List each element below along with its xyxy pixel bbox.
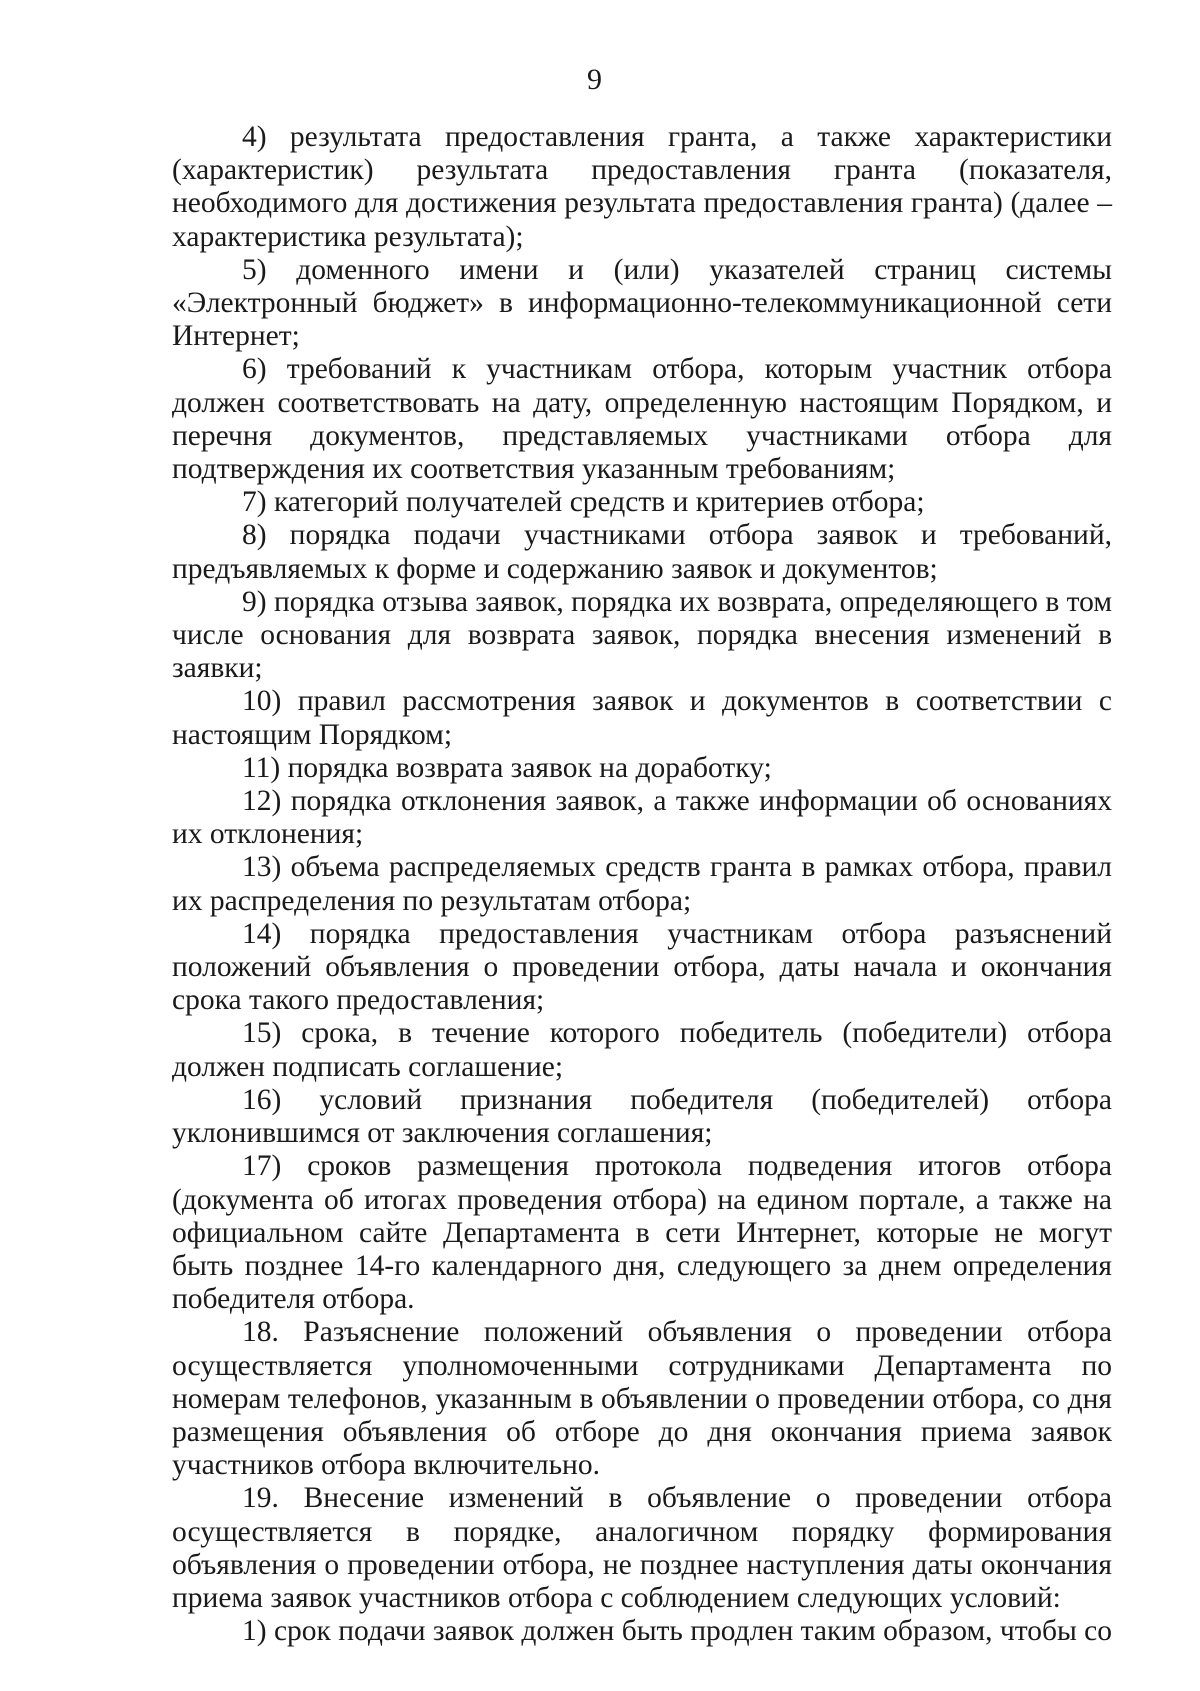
paragraph-item-17: 17) сроков размещения протокола подведения итогов отбора (документа об итогах проведения отбора) на едином портале, а также на официальном сайте Департамента в сети Интернет, которые не могут быть позднее 14-го календарного дня, следующего за днем определения победителя отбора. <box>172 1150 1112 1316</box>
paragraph-item-13: 13) объема распределяемых средств гранта в рамках отбора, правил их распределения по результатам отбора; <box>172 851 1112 917</box>
paragraph-item-14: 14) порядка предоставления участникам отбора разъяснений положений объявления о проведении отбора, даты начала и окончания срока такого предоставления; <box>172 917 1112 1017</box>
paragraph-section-19: 19. Внесение изменений в объявление о проведении отбора осуществляется в порядке, аналогичном порядку формирования объявления о проведении отбора, не позднее наступления даты окончания приема заявок участников отбора с соблюдением следующих условий: <box>172 1482 1112 1614</box>
paragraph-item-12: 12) порядка отклонения заявок, а также информации об основаниях их отклонения; <box>172 785 1112 851</box>
paragraph-item-10: 10) правил рассмотрения заявок и документов в соответствии с настоящим Порядком; <box>172 685 1112 751</box>
paragraph-item-15: 15) срока, в течение которого победитель (победители) отбора должен подписать соглашение; <box>172 1017 1112 1083</box>
paragraph-section-18: 18. Разъяснение положений объявления о проведении отбора осуществляется уполномоченными сотрудниками Департамента по номерам телефонов, указанным в объявлении о проведении отбора, со дня размещения объявления об отборе до дня окончания приема заявок участников отбора включительно. <box>172 1316 1112 1482</box>
document-body <box>172 121 1112 1648</box>
paragraph-item-6: 6) требований к участникам отбора, которым участник отбора должен соответствовать на дату, определенную настоящим Порядком, и перечня документов, представляемых участниками отбора для подтверждения их соответствия указанным требованиям; <box>172 353 1112 486</box>
paragraph-subitem-1: 1) срок подачи заявок должен быть продлен таким образом, чтобы со <box>242 1615 1113 1648</box>
paragraph-item-8: 8) порядка подачи участниками отбора заявок и требований, предъявляемых к форме и содержанию заявок и документов; <box>172 519 1112 585</box>
paragraph-item-5: 5) доменного имени и (или) указателей страниц системы «Электронный бюджет» в информационно-телекоммуникационной сети Интернет; <box>172 253 1112 353</box>
paragraph-item-7: 7) категорий получателей средств и критериев отбора; <box>242 486 925 519</box>
page-number: 9 <box>587 63 602 96</box>
paragraph-item-16: 16) условий признания победителя (победителей) отбора уклонившимся от заключения соглашения; <box>172 1083 1112 1150</box>
paragraph-item-11: 11) порядка возврата заявок на доработку; <box>242 751 772 784</box>
paragraph-item-9: 9) порядка отзыва заявок, порядка их возврата, определяющего в том числе основания для возврата заявок, порядка внесения изменений в заявки; <box>172 585 1112 685</box>
paragraph-item-4: 4) результата предоставления гранта, а также характеристики (характеристик) результата предоставления гранта (показателя, необходимого для достижения результата предоставления гранта) (далее – характеристика результата); <box>172 121 1112 253</box>
